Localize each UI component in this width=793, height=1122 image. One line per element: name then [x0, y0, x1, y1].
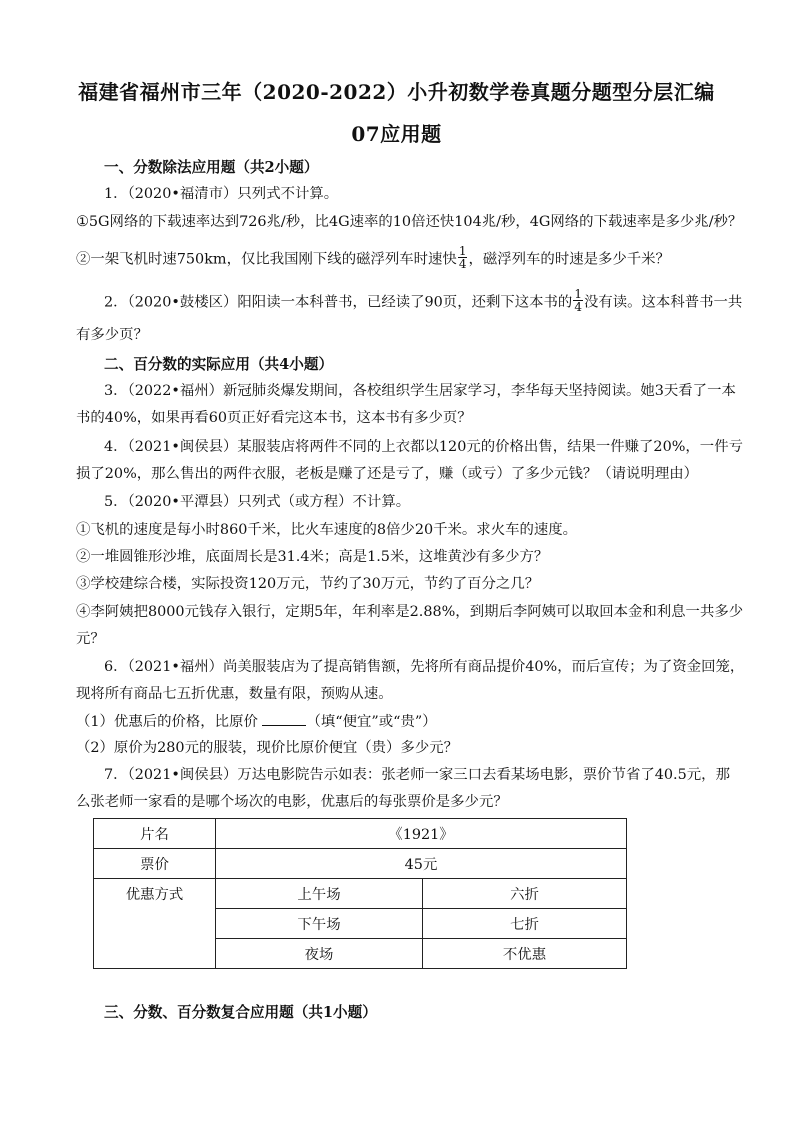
question-6-part-2: （2）原价为280元的服装，现价比原价便宜（贵）多少元？ [76, 740, 458, 756]
question-7-line-1: 7．（2021•闽侯县）万达电影院告示如表：张老师一家三口去看某场电影，票价节省了40.5元，那 [104, 767, 730, 783]
question-3-line-2: 书的40%，如果再看60页正好看完这本书，这本书有多少页？ [76, 410, 472, 426]
question-3-line-1: 3．（2022•福州）新冠肺炎爆发期间，各校组织学生居家学习，李华每天坚持阅读。她3天看了一本 [104, 383, 736, 399]
question-2-text-a: 2．（2020•鼓楼区）阳阳读一本科普书，已经读了90页，还剩下这本书的 [104, 294, 573, 311]
document-title-line1: 福建省福州市三年（2020-2022）小升初数学卷真题分题型分层汇编 [78, 80, 715, 104]
document-title-line2: 07应用题 [351, 122, 442, 146]
table-session-morning: 上午场 [216, 879, 423, 909]
table-row [94, 819, 627, 849]
question-2-text-b: 没有读。这本科普书一共 [583, 294, 743, 311]
table-discount-morning: 六折 [423, 879, 627, 909]
table-discount-afternoon: 七折 [423, 909, 627, 939]
fraction-numerator: 1 [574, 287, 582, 301]
question-1-sub-2-text-b: ，磁浮列车的时速是多少千米？ [468, 251, 670, 268]
question-2-line-1 [104, 287, 743, 315]
question-5-heading: 5．（2020•平潭县）只列式（或方程）不计算。 [104, 494, 411, 510]
table-row [94, 879, 627, 909]
question-1-heading: 1．（2020•福清市）只列式不计算。 [104, 186, 339, 202]
question-5-sub-3: ③学校建综合楼，实际投资120万元，节约了30万元，节约了百分之几？ [76, 576, 540, 592]
question-6-part-1 [76, 711, 437, 732]
fraction-one-quarter [573, 288, 583, 313]
fraction-one-quarter [458, 245, 468, 270]
question-4-line-1: 4．（2021•闽侯县）某服装店将两件不同的上衣都以120元的价格出售，结果一件赚了20%，一件亏 [104, 439, 743, 455]
question-6-line-2: 现将所有商品七五折优惠，数量有限，预购从速。 [76, 686, 393, 702]
fraction-denominator: 4 [574, 300, 582, 314]
table-row [94, 849, 627, 879]
section-heading-3: 三、分数、百分数复合应用题（共1小题） [104, 1004, 377, 1021]
question-1-sub-1: ①5G网络的下载速率达到726兆/秒，比4G速率的10倍还快104兆/秒，4G网络的下载速率是多少兆/秒？ [76, 214, 743, 230]
section-heading-2: 二、百分数的实际应用（共4小题） [104, 356, 334, 373]
table-label-title: 片名 [94, 819, 216, 849]
question-4-line-2: 损了20%，那么售出的两件衣服，老板是赚了还是亏了，赚（或亏）了多少元钱？（请说明理由） [76, 466, 699, 482]
question-5-sub-4-line-1: ④李阿姨把8000元钱存入银行，定期5年，年利率是2.88%，到期后李阿姨可以取回本金和利息一共多少 [76, 604, 744, 620]
question-5-sub-4-line-2: 元？ [76, 631, 105, 647]
table-value-price: 45元 [216, 849, 627, 879]
section-heading-1: 一、分数除法应用题（共2小题） [104, 159, 319, 176]
question-1-sub-2 [76, 244, 670, 272]
question-7-line-2: 么张老师一家看的是哪个场次的电影，优惠后的每张票价是多少元？ [76, 794, 508, 810]
question-6-part-1-text-b: （填“便宜”或“贵”） [306, 714, 437, 730]
fraction-numerator: 1 [458, 244, 467, 258]
question-2-line-2: 有多少页？ [76, 327, 148, 343]
table-session-afternoon: 下午场 [216, 909, 423, 939]
question-1-sub-2-text-a: ②一架飞机时速750km，仅比我国刚下线的磁浮列车时速快 [76, 251, 457, 268]
question-6-part-1-text-a: （1）优惠后的价格，比原价 [76, 714, 258, 730]
table-label-discount: 优惠方式 [94, 879, 216, 969]
cinema-notice-table [93, 818, 627, 969]
question-6-line-1: 6．（2021•福州）尚美服装店为了提高销售额，先将所有商品提价40%，而后宣传；为了资金回笼， [104, 659, 745, 675]
table-label-price: 票价 [94, 849, 216, 879]
table-discount-night: 不优惠 [423, 939, 627, 969]
table-value-title: 《1921》 [216, 819, 627, 849]
answer-blank [262, 711, 306, 726]
table-session-night: 夜场 [216, 939, 423, 969]
question-5-sub-1: ①飞机的速度是每小时860千米，比火车速度的8倍少20千米。求火车的速度。 [76, 522, 578, 538]
question-5-sub-2: ②一堆圆锥形沙堆，底面周长是31.4米；高是1.5米，这堆黄沙有多少方？ [76, 549, 549, 565]
fraction-denominator: 4 [458, 257, 467, 271]
